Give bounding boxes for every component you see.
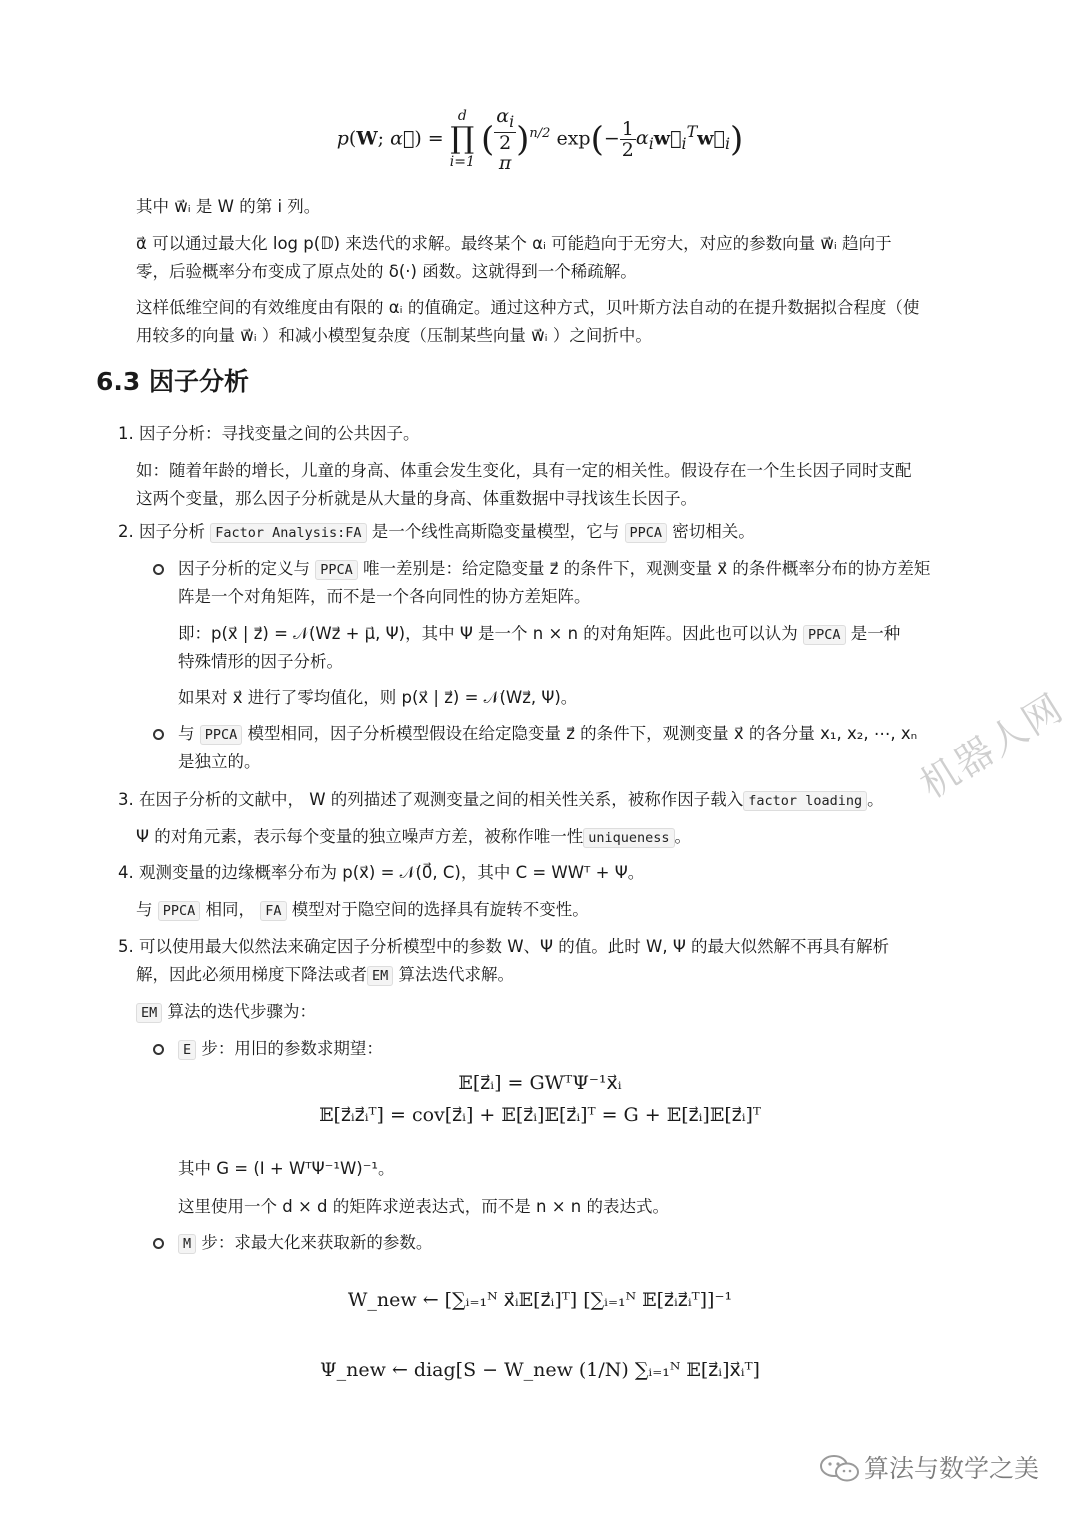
bullet-circle [153, 1238, 164, 1249]
code-ppca: PPCA [803, 625, 846, 645]
equation-m1: W_new ← [∑ᵢ₌₁ᴺ x⃗ᵢ𝔼[z⃗ᵢ]ᵀ] [∑ᵢ₌₁ᴺ 𝔼[z⃗ᵢz⃗ᵢᵀ]]⁻¹ [347, 1289, 733, 1311]
footer-brand: 算法与数学之美 [864, 1454, 1040, 1483]
list-item-2 [118, 518, 755, 547]
equation-e2: 𝔼[z⃗ᵢz⃗ᵢᵀ] = cov[z⃗ᵢ] + 𝔼[z⃗ᵢ]𝔼[z⃗ᵢ]ᵀ = G + 𝔼[z⃗ᵢ]𝔼[z⃗ᵢ]ᵀ [319, 1104, 761, 1126]
bullet-1-zero-mean: 如果对 x⃗ 进行了零均值化，则 p(x⃗ | z⃗) = 𝒩(Wz⃗, Ψ)。 [178, 688, 578, 707]
bullet-1-formula-line1 [178, 620, 900, 649]
code-factor-loading: factor loading [743, 791, 867, 811]
paragraph-dimension-line2: 用较多的向量 w⃗ᵢ ）和减小模型复杂度（压制某些向量 w⃗ᵢ ）之间折中。 [136, 326, 652, 345]
paragraph-dimension-line1: 这样低维空间的有效维度由有限的 αᵢ 的值确定。通过这种方式，贝叶斯方法自动的在提升数据拟合程度（使 [136, 298, 920, 317]
bullet-1-formula-line2: 特殊情形的因子分析。 [178, 652, 343, 671]
list-item-2-suffix: 密切相关。 [667, 522, 755, 541]
g-note: 这里使用一个 d × d 的矩阵求逆表达式，而不是 n × n 的表达式。 [178, 1197, 669, 1216]
equation-e1: 𝔼[z⃗ᵢ] = GWᵀΨ⁻¹x⃗ᵢ [458, 1072, 622, 1094]
m-step-label [178, 1229, 432, 1258]
code-em: EM [136, 1003, 162, 1023]
code-fa: FA [260, 901, 286, 921]
list-item-1-example-line1: 如：随着年龄的增长，儿童的身高、体重会发生变化，具有一定的相关性。假设存在一个生长因子同时支配 [136, 461, 912, 480]
uniqueness-suffix: 。 [674, 827, 692, 846]
list-item-5-line1: 5. 可以使用最大似然法来确定因子分析模型中的参数 W、Ψ 的值。此时 W, Ψ 的最大似然解不再具有解析 [118, 937, 890, 956]
list-item-5-suffix: 算法迭代求解。 [393, 965, 515, 984]
g-definition: 其中 G = (I + WᵀΨ⁻¹W)⁻¹。 [178, 1159, 395, 1178]
list-item-3-suffix: 。 [867, 790, 884, 809]
code-ppca: PPCA [625, 523, 668, 543]
equation-m2: Ψ_new ← diag[S − W_new (1/N) ∑ᵢ₌₁ᴺ 𝔼[z⃗ᵢ]x⃗ᵢᵀ] [320, 1359, 760, 1381]
section-title: 6.3 因子分析 [96, 367, 249, 396]
paragraph-column-definition: 其中 w⃗ᵢ 是 W 的第 i 列。 [136, 197, 321, 216]
e-step-text: 步：用旧的参数求期望： [196, 1039, 383, 1058]
bullet-2-prefix: 与 [178, 724, 200, 743]
bullet-circle [153, 564, 164, 575]
rotation-suffix: 模型对于隐空间的选择具有旋转不变性。 [286, 900, 589, 919]
list-item-2-middle: 是一个线性高斯隐变量模型，它与 [366, 522, 625, 541]
bullet-1-prefix: 因子分析的定义与 [178, 559, 316, 578]
bullet-2-line1 [178, 720, 917, 749]
list-item-4-rotation [136, 896, 589, 925]
list-item-3-uniqueness [136, 823, 691, 852]
code-ppca: PPCA [158, 901, 201, 921]
code-uniqueness: uniqueness [583, 828, 674, 848]
bullet-2-line2: 是独立的。 [178, 752, 261, 771]
bullet-1-formula-prefix: 即：p(x⃗ | z⃗) = 𝒩(Wz⃗ + μ⃗, Ψ)，其中 Ψ 是一个 n × n 的对角矩阵。因此也可以认为 [178, 624, 804, 643]
uniqueness-prefix: Ψ 的对角元素，表示每个变量的独立噪声方差，被称作唯一性 [136, 827, 584, 846]
list-item-5-prefix: 解，因此必须用梯度下降法或者 [136, 965, 367, 984]
code-e: E [178, 1040, 196, 1060]
list-item-3-prefix: 3. 在因子分析的文献中， W 的列描述了观测变量之间的相关性关系，被称作因子载入 [118, 790, 744, 809]
e-step-label [178, 1035, 383, 1064]
code-ppca: PPCA [315, 560, 358, 580]
rotation-middle: 相同， [200, 900, 261, 919]
code-factor-analysis: Factor Analysis:FA [210, 523, 366, 543]
bullet-circle [153, 1044, 164, 1055]
list-item-1-example-line2: 这两个变量，那么因子分析就是从大量的身高、体重数据中寻找该生长因子。 [136, 489, 697, 508]
code-ppca: PPCA [200, 725, 243, 745]
em-steps-intro [136, 998, 316, 1027]
wechat-icon [818, 1453, 862, 1483]
bullet-1-suffix: 唯一差别是：给定隐变量 z⃗ 的条件下，观测变量 x⃗ 的条件概率分布的协方差矩 [357, 559, 931, 578]
watermark: 机器人网 [912, 684, 1072, 808]
code-em: EM [367, 966, 393, 986]
bullet-1-line2: 阵是一个对角矩阵，而不是一个各向同性的协方差矩阵。 [178, 587, 591, 606]
equation-prior: p(W; α⃗) = d ∏ i=1 ( $\alpha_i$ 2 π )$^{n/2}$ exp(− $\frac{1}{2}$ $\alpha_iw⃗_i^Tw⃗_i$) [336, 104, 744, 174]
list-item-5-line2 [136, 961, 514, 990]
bullet-1-formula-suffix: 是一种 [845, 624, 901, 643]
m-step-text: 步：求最大化来获取新的参数。 [196, 1233, 433, 1252]
bullet-2-suffix: 模型相同，因子分析模型假设在给定隐变量 z⃗ 的条件下，观测变量 x⃗ 的各分量 x₁, x₂, ⋯, xₙ [242, 724, 918, 743]
paragraph-sparse-line1: α⃗ 可以通过最大化 log p(𝔻) 来迭代的求解。最终某个 αᵢ 可能趋向于无穷大，对应的参数向量 w⃗ᵢ 趋向于 [136, 234, 892, 253]
list-item-1: 1. 因子分析：寻找变量之间的公共因子。 [118, 424, 420, 443]
rotation-prefix: 与 [136, 900, 158, 919]
bullet-1-line1 [178, 555, 930, 584]
paragraph-sparse-line2: 零，后验概率分布变成了原点处的 δ(·) 函数。这就得到一个稀疏解。 [136, 262, 637, 281]
em-steps-label: 算法的迭代步骤为： [162, 1002, 317, 1021]
code-m: M [178, 1234, 196, 1254]
list-item-4: 4. 观测变量的边缘概率分布为 p(x⃗) = 𝒩(0⃗, C)，其中 C = WWᵀ + Ψ。 [118, 863, 645, 882]
list-item-2-prefix: 2. 因子分析 [118, 522, 211, 541]
bullet-circle [153, 729, 164, 740]
list-item-3 [118, 786, 884, 815]
